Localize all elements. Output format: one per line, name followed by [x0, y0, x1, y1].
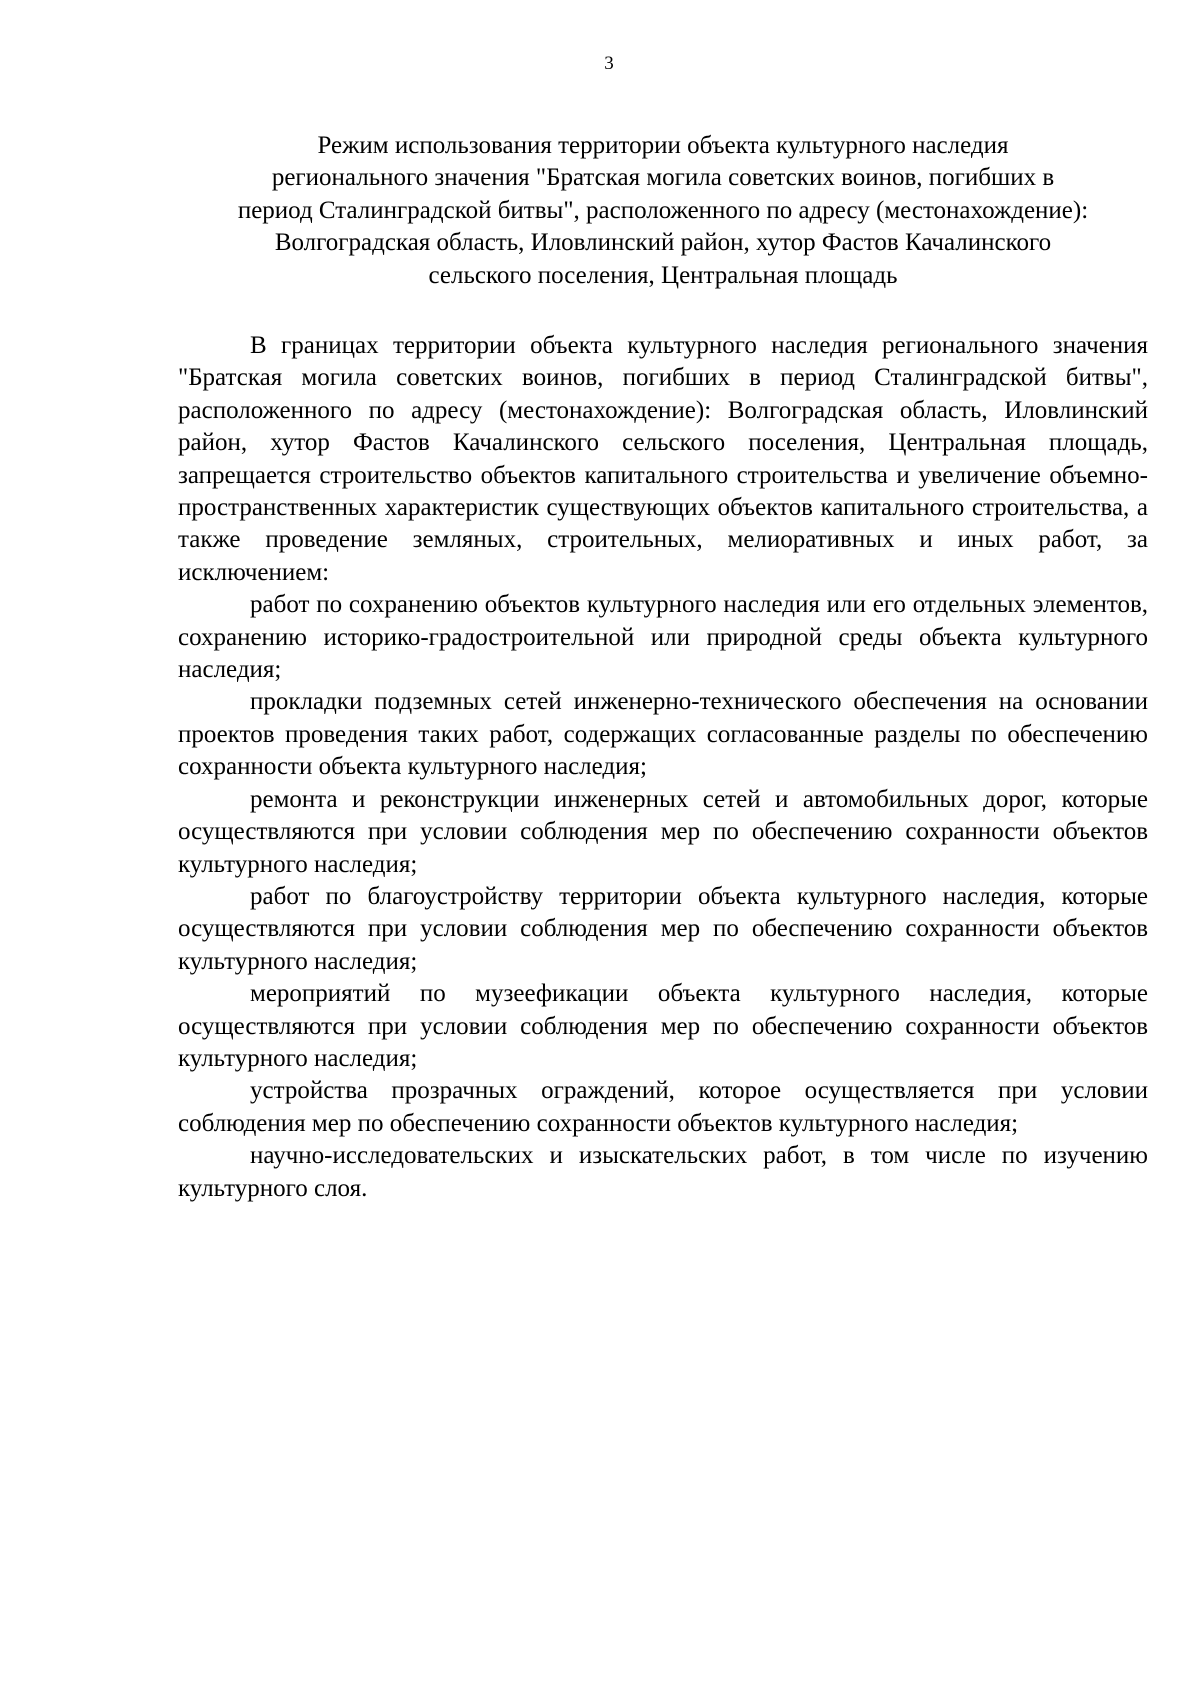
- exception-item: научно-исследовательских и изыскательских работ, в том числе по изучению культурного слоя.: [178, 1142, 1148, 1202]
- title-line: период Сталинградской битвы", расположенного по адресу (местонахождение):: [237, 196, 1089, 224]
- document-body: [178, 330, 1148, 1205]
- document-title: [178, 130, 1148, 292]
- page-number: 3: [604, 53, 614, 74]
- title-line: Режим использования территории объекта культурного наследия: [317, 132, 1009, 159]
- exception-item: устройства прозрачных ограждений, которое осуществляется при условии соблюдения мер по обеспечению сохранности объектов культурного наследия;: [178, 1077, 1148, 1137]
- intro-paragraph: В границах территории объекта культурного наследия регионального значения "Братская могила советских воинов, погибших в период Сталинградской битвы", расположенного по адресу (местонахождение): Волгоградская область, Иловлинский район, хутор Фастов Качалинского сельского поселения, Центральная площадь, запрещается строительство объектов капитального строительства и увеличение объемно-пространственных характеристик существующих объектов капитального строительства, а также проведение земляных, строительных, мелиоративных и иных работ, за исключением:: [178, 332, 1148, 586]
- exception-item: мероприятий по музеефикации объекта культурного наследия, которые осуществляются при условии соблюдения мер по обеспечению сохранности объектов культурного наследия;: [178, 980, 1148, 1072]
- title-line: сельского поселения, Центральная площадь: [428, 261, 898, 289]
- title-line: Волгоградская область, Иловлинский район, хутор Фастов Качалинского: [274, 229, 1052, 257]
- exception-item: прокладки подземных сетей инженерно-технического обеспечения на основании проектов проведения таких работ, содержащих согласованные разделы по обеспечению сохранности объекта культурного наследия;: [178, 688, 1148, 781]
- exception-item: ремонта и реконструкции инженерных сетей и автомобильных дорог, которые осуществляются при условии соблюдения мер по обеспечению сохранности объектов культурного наследия;: [178, 785, 1148, 878]
- title-line: регионального значения "Братская могила советских воинов, погибших в: [271, 164, 1055, 192]
- exception-item: работ по благоустройству территории объекта культурного наследия, которые осуществляются при условии соблюдения мер по обеспечению сохранности объектов культурного наследия;: [178, 882, 1148, 975]
- exception-item: работ по сохранению объектов культурного наследия или его отдельных элементов, сохранению историко-градостроительной или природной среды объекта культурного наследия;: [178, 591, 1148, 684]
